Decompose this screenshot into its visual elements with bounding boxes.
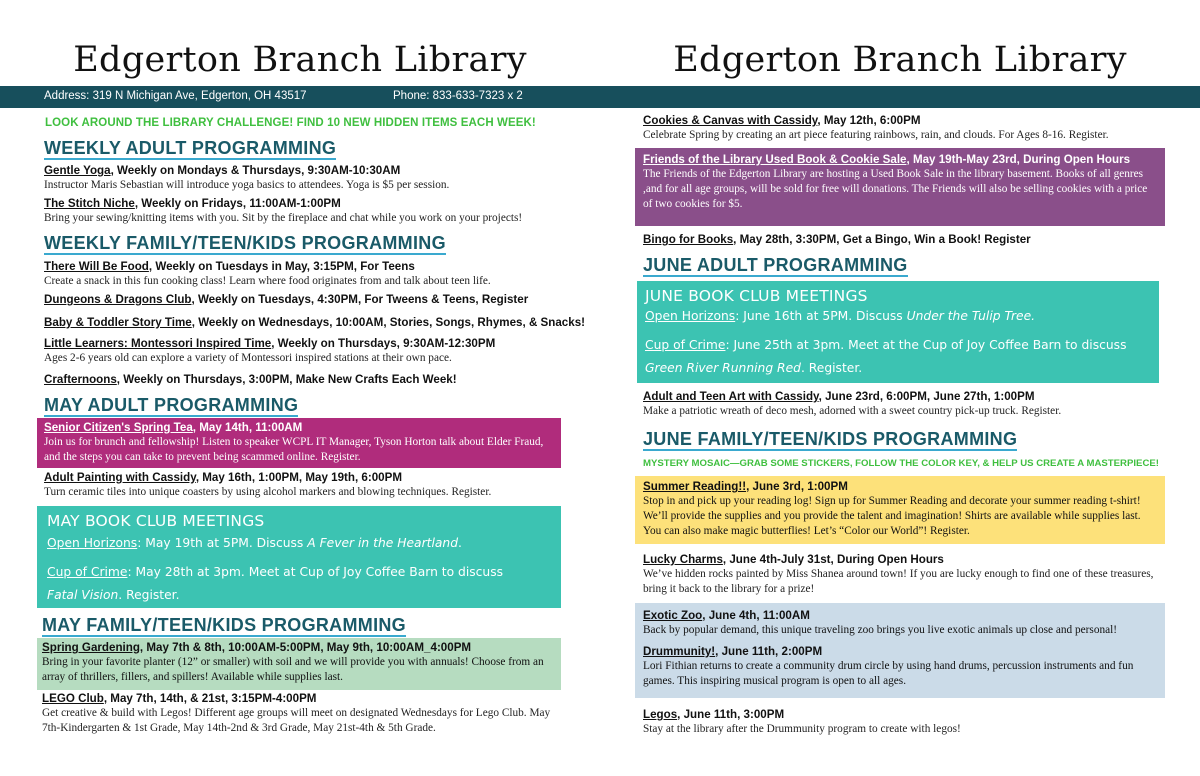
program-name[interactable]: Drummunity! — [643, 645, 716, 658]
page-title: Edgerton Branch Library — [73, 40, 527, 80]
program-little-learners: Little Learners: Montessori Inspired Time, Weekly on Thursdays, 9:30AM-12:30PM Ages 2-6 years old can explore a variety of Montessori inspired stations at their own pace. — [44, 337, 564, 366]
program-desc: Get creative & build with Legos! Different age groups will meet on designated Wednesdays for Lego Club. May 7th-Kindergarten & 1st Grade, May 14th-2nd & 3rd Grade, May 21st-4th & 5th Grade. — [42, 707, 551, 734]
club-link-open-horizons[interactable]: Open Horizons — [645, 309, 736, 323]
program-baby-toddler: Baby & Toddler Story Time, Weekly on Wednesdays, 10:00AM, Stories, Songs, Rhymes, & Snacks! — [44, 316, 586, 329]
program-friends-book-sale: Friends of the Library Used Book & Cookie Sale, May 19th-May 23rd, During Open Hours The Friends of the Edgerton Library are hosting a Used Book Sale in the library basement. Books of all genres ,and for all age groups, will be sold for free will donations. The Friends will also be selling cookies with a price of two cookies for $5. — [635, 148, 1165, 226]
program-adult-teen-art: Adult and Teen Art with Cassidy, June 23rd, 6:00PM, June 27th, 1:00PM Make a patriotic wreath of deco mesh, adorned with a sweet country pick-up truck. Register. — [643, 390, 1163, 419]
program-gentle-yoga: Gentle Yoga, Weekly on Mondays & Thursdays, 9:30AM-10:30AM Instructor Maris Sebastian will introduce yoga basics to attendees. Yoga is $5 per session. — [44, 164, 564, 193]
program-name[interactable]: LEGO Club — [42, 692, 104, 705]
program-name[interactable]: Spring Gardening — [42, 641, 140, 654]
program-adult-painting: Adult Painting with Cassidy, May 16th, 1:00PM, May 19th, 6:00PM Turn ceramic tiles into unique coasters by using alcohol markers and blowing techniques. Register. — [44, 471, 564, 500]
zoo-drummunity-box — [635, 603, 1165, 698]
book-club-heading: JUNE BOOK CLUB MEETINGS — [645, 287, 868, 305]
program-desc: Bring in your favorite planter (12” or smaller) with soil and we will provide you with annuals! Choose from an array of thrillers, fillers, and spillers! Available while supplies last. — [42, 656, 544, 683]
program-desc: Stop in and pick up your reading log! Sign up for Summer Reading and decorate your summer reading t-shirt! We’ll provide the supplies and you provide the talent and imagination! Shirts are available while supplies last. You can also make magic butterflies! Let’s “Color our World”! Register. — [643, 495, 1141, 537]
may-adult-heading: MAY ADULT PROGRAMMING — [44, 395, 299, 415]
program-desc: Bring your sewing/knitting items with you. Sit by the fireplace and chat while you work on your projects! — [44, 212, 523, 224]
program-legos: Legos, June 11th, 3:00PM Stay at the library after the Drummunity program to create with legos! — [643, 708, 1163, 737]
club-link-open-horizons[interactable]: Open Horizons — [47, 536, 138, 550]
right-page — [600, 0, 1200, 776]
program-desc: Turn ceramic tiles into unique coasters by using alcohol markers and blowing techniques. Register. — [44, 486, 492, 498]
program-name[interactable]: Dungeons & Dragons Club — [44, 293, 192, 306]
program-summer-reading: Summer Reading!!, June 3rd, 1:00PM Stop in and pick up your reading log! Sign up for Summer Reading and decorate your summer reading t-shirt! We’ll provide the supplies and you provide the talent and imagination! Shirts are available while supplies last. You can also make magic butterflies! Let’s “Color our World”! Register. — [635, 476, 1165, 544]
program-desc: The Friends of the Edgerton Library are hosting a Used Book Sale in the library basement. Books of all genres ,and for all age groups, will be sold for free will donations. The Friends will also be selling cookies with a price of two cookies for $5. — [643, 168, 1148, 210]
program-desc: Ages 2-6 years old can explore a variety of Montessori inspired stations at their own pace. — [44, 352, 452, 364]
program-cookies-canvas: Cookies & Canvas with Cassidy, May 12th, 6:00PM Celebrate Spring by creating an art piece featuring rainbows, rain, and clouds. For Ages 8-16. Register. — [643, 114, 1163, 143]
program-name[interactable]: Legos — [643, 708, 678, 721]
program-name[interactable]: Little Learners: Montessori Inspired Time — [44, 337, 272, 350]
program-bingo-books: Bingo for Books, May 28th, 3:30PM, Get a Bingo, Win a Book! Register — [643, 233, 1031, 246]
program-name[interactable]: Crafternoons — [44, 373, 117, 386]
program-name[interactable]: Lucky Charms — [643, 553, 723, 566]
june-family-heading: JUNE FAMILY/TEEN/KIDS PROGRAMMING — [643, 429, 1018, 449]
program-name[interactable]: Friends of the Library Used Book & Cookie Sale — [643, 153, 907, 166]
mystery-mosaic-banner: MYSTERY MOSAIC—GRAB SOME STICKERS, FOLLOW THE COLOR KEY, & HELP US CREATE A MASTERPIECE! — [643, 458, 1159, 469]
program-stitch-niche: The Stitch Niche, Weekly on Fridays, 11:00AM-1:00PM Bring your sewing/knitting items with you. Sit by the fireplace and chat while you work on your projects! — [44, 197, 564, 226]
program-name[interactable]: Adult and Teen Art with Cassidy — [643, 390, 819, 403]
page-title: Edgerton Branch Library — [673, 40, 1127, 80]
program-name[interactable]: Summer Reading!! — [643, 480, 747, 493]
program-lucky-charms: Lucky Charms, June 4th-July 31st, During Open Hours We’ve hidden rocks painted by Miss Shanea around town! If you are lucky enough to find one of these treasures, bring it back to the library for a prize! — [643, 553, 1163, 597]
program-senior-tea: Senior Citizen's Spring Tea, May 14th, 11:00AM Join us for brunch and fellowship! Listen to speaker WCPL IT Manager, Tyson Horton talk about Elder Fraud, and the steps you can take to prevent being scammed online. Register. — [37, 418, 561, 468]
program-desc: We’ve hidden rocks painted by Miss Shanea around town! If you are lucky enough to find one of these treasures, bring it back to the library for a prize! — [643, 568, 1154, 595]
program-name[interactable]: Exotic Zoo — [643, 609, 703, 622]
program-desc: Stay at the library after the Drummunity program to create with legos! — [643, 723, 961, 735]
program-there-will-be-food: There Will Be Food, Weekly on Tuesdays in May, 3:15PM, For Teens Create a snack in this fun cooking class! Learn where food originates from and talk about teen life. — [44, 260, 564, 289]
program-desc: Lori Fithian returns to create a community drum circle by using hand drums, percussion instruments and fun games. This inspiring musical program is open to all ages. — [643, 660, 1134, 687]
program-desc: Create a snack in this fun cooking class! Learn where food originates from and talk about teen life. — [44, 275, 491, 287]
june-adult-heading: JUNE ADULT PROGRAMMING — [643, 255, 908, 275]
program-name[interactable]: The Stitch Niche — [44, 197, 135, 210]
program-name[interactable]: Baby & Toddler Story Time — [44, 316, 192, 329]
program-lego-club: LEGO Club, May 7th, 14th, & 21st, 3:15PM-4:00PM Get creative & build with Legos! Different age groups will meet on designated Wednesdays for Lego Club. May 7th-Kindergarten & 1st Grade, May 14th-2nd & 3rd Grade, May 21st-4th & 5th Grade. — [42, 692, 567, 736]
challenge-banner: LOOK AROUND THE LIBRARY CHALLENGE! FIND 10 NEW HIDDEN ITEMS EACH WEEK! — [45, 117, 536, 129]
may-book-club-box: MAY BOOK CLUB MEETINGS Open Horizons: May 19th at 5PM. Discuss A Fever in the Heartland. Cup of Crime: May 28th at 3pm. Meet at Cup of Joy Coffee Barn to discuss Fatal Vision. Register. — [37, 506, 561, 608]
program-name[interactable]: Gentle Yoga — [44, 164, 111, 177]
may-family-heading: MAY FAMILY/TEEN/KIDS PROGRAMMING — [42, 615, 406, 635]
program-name[interactable]: Bingo for Books — [643, 233, 734, 246]
program-name[interactable]: There Will Be Food — [44, 260, 149, 273]
program-name[interactable]: Senior Citizen's Spring Tea — [44, 421, 193, 434]
program-spring-gardening: Spring Gardening, May 7th & 8th, 10:00AM-5:00PM, May 9th, 10:00AM_4:00PM Bring in your favorite planter (12” or smaller) with soil and we will provide you with annuals! Choose from an array of thrillers, fillers, and spillers! Available while supplies last. — [37, 638, 561, 690]
program-desc: Instructor Maris Sebastian will introduce yoga basics to attendees. Yoga is $5 per session. — [44, 179, 450, 191]
program-name[interactable]: Cookies & Canvas with Cassidy — [643, 114, 818, 127]
phone-text: Phone: 833-633-7323 x 2 — [393, 90, 523, 102]
weekly-family-heading: WEEKLY FAMILY/TEEN/KIDS PROGRAMMING — [44, 233, 446, 253]
address-text: Address: 319 N Michigan Ave, Edgerton, OH 43517 — [44, 90, 307, 102]
program-desc: Celebrate Spring by creating an art piece featuring rainbows, rain, and clouds. For Ages 8-16. Register. — [643, 129, 1109, 141]
program-drummunity: Drummunity!, June 11th, 2:00PM Lori Fithian returns to create a community drum circle by using hand drums, percussion instruments and fun games. This inspiring musical program is open to all ages. — [643, 645, 1157, 689]
program-exotic-zoo: Exotic Zoo, June 4th, 11:00AM Back by popular demand, this unique traveling zoo brings you live exotic animals up close and personal! — [643, 609, 1157, 638]
book-club-heading: MAY BOOK CLUB MEETINGS — [47, 512, 265, 530]
program-dungeons-dragons: Dungeons & Dragons Club, Weekly on Tuesdays, 4:30PM, For Tweens & Teens, Register — [44, 293, 529, 306]
program-name[interactable]: Adult Painting with Cassidy — [44, 471, 196, 484]
program-desc: Back by popular demand, this unique traveling zoo brings you live exotic animals up close and personal! — [643, 624, 1118, 636]
program-desc: Join us for brunch and fellowship! Listen to speaker WCPL IT Manager, Tyson Horton talk about Elder Fraud, and the steps you can take to prevent being scammed online. Register. — [44, 436, 544, 463]
program-crafternoons: Crafternoons, Weekly on Thursdays, 3:00PM, Make New Crafts Each Week! — [44, 373, 457, 386]
program-desc: Make a patriotic wreath of deco mesh, adorned with a sweet country pick-up truck. Register. — [643, 405, 1062, 417]
club-link-cup-of-crime[interactable]: Cup of Crime — [645, 338, 726, 352]
club-link-cup-of-crime[interactable]: Cup of Crime — [47, 565, 128, 579]
weekly-adult-heading: WEEKLY ADULT PROGRAMMING — [44, 138, 337, 158]
june-book-club-box: JUNE BOOK CLUB MEETINGS Open Horizons: June 16th at 5PM. Discuss Under the Tulip Tree. Cup of Crime: June 25th at 3pm. Meet at the Cup of Joy Coffee Barn to discuss Green River Running Red. Register. — [637, 281, 1159, 383]
